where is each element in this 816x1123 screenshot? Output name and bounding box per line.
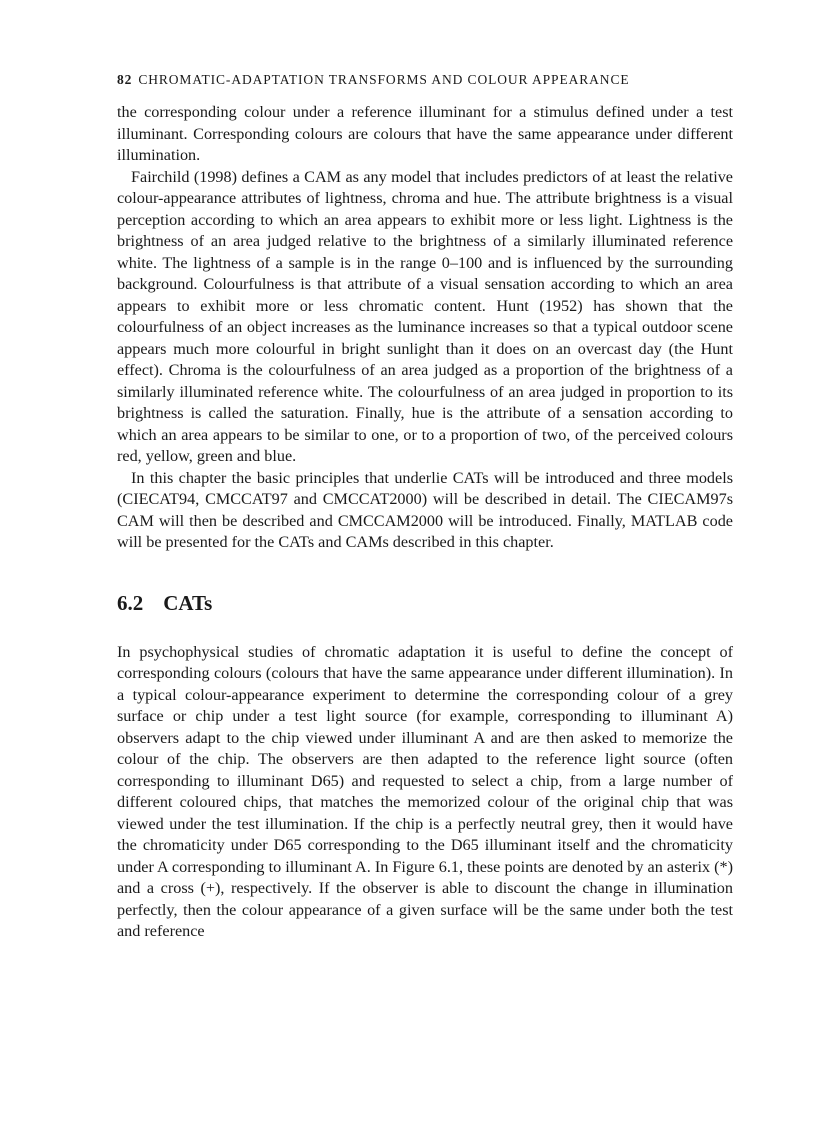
body-paragraph-2: Fairchild (1998) defines a CAM as any model that includes predictors of at least the relative colour-appearance attributes of lightness, chroma and hue. The attribute brightness is a visual perception according to which an area appears to exhibit more or less light. Lightness is the brightness of an area judged relative to the brightness of a similarly illuminated reference white. The lightness of a sample is in the range 0–100 and is influenced by the surrounding background. Colourfulness is that attribute of a visual sensation according to which an area appears to exhibit more or less chromatic content. Hunt (1952) has shown that the colourfulness of an object increases as the luminance increases so that a typical outdoor scene appears much more colourful in bright sunlight than it does on an overcast day (the Hunt effect). Chroma is the colourfulness of an area judged as a proportion of the brightness of a similarly illuminated reference white. The colourfulness of an area judged in proportion to its brightness is called the saturation. Finally, hue is the attribute of a sensation according to which an area appears to be similar to one, or to a proportion of two, of the perceived colours red, yellow, green and blue. xyxy=(117,167,733,465)
section-paragraph-1: In psychophysical studies of chromatic adaptation it is useful to define the concept of corresponding colours (colours that have the same appearance under different illumination). In a typical colour-appearance experiment to determine the corresponding colour of a grey surface or chip under a test light source (for example, corresponding to illuminant A) observers adapt to the chip viewed under illuminant A and are then asked to memorize the colour of the chip. The observers are then adapted to the reference light source (often corresponding to illuminant D65) and requested to select a chip, from a large number of different coloured chips, that matches the memorized colour of the original chip that was viewed under the test illumination. If the chip is a perfectly neutral grey, then it would have the chromaticity under D65 corresponding to the D65 illuminant itself and the chromaticity under A corresponding to illuminant A. In Figure 6.1, these points are denoted by an asterix (*) and a cross (+), respectively. If the observer is able to discount the change in illumination perfectly, then the colour appearance of a given surface will be the same under both the test and reference xyxy=(117,642,733,940)
section-number: 6.2 xyxy=(117,590,144,615)
section-heading xyxy=(117,590,733,616)
body-paragraph-1: the corresponding colour under a reference illuminant for a stimulus defined under a test illuminant. Corresponding colours are colours that have the same appearance under different illumination. xyxy=(117,103,733,164)
book-page xyxy=(117,70,733,943)
running-title: CHROMATIC-ADAPTATION TRANSFORMS AND COLOUR APPEARANCE xyxy=(138,72,630,87)
running-header xyxy=(117,70,733,90)
section-title: CATs xyxy=(163,590,213,615)
page-number: 82 xyxy=(117,72,133,87)
body-paragraph-3: In this chapter the basic principles that underlie CATs will be introduced and three models (CIECAT94, CMCCAT97 and CMCCAT2000) will be described in detail. The CIECAM97s CAM will then be described and CMCCAM2000 will be introduced. Finally, MATLAB code will be presented for the CATs and CAMs described in this chapter. xyxy=(117,468,733,551)
